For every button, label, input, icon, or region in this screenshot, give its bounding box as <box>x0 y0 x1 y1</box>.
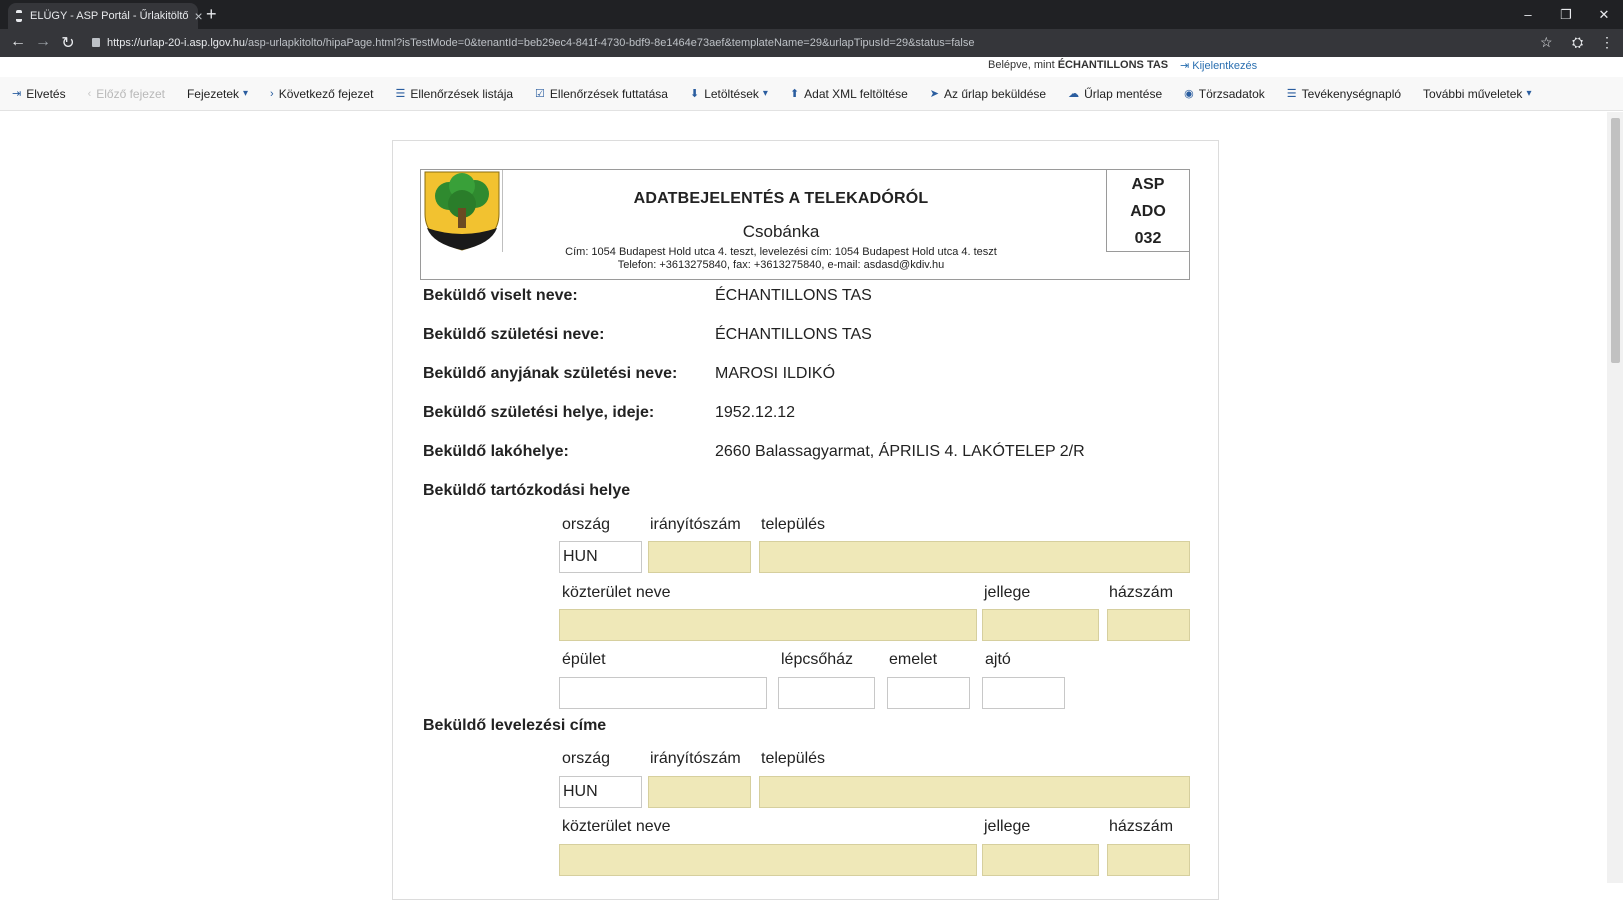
stay-house-input[interactable] <box>1107 609 1190 641</box>
mail-country-label: ország <box>562 750 611 767</box>
address-bar <box>0 29 1623 57</box>
save-form-button[interactable] <box>1068 87 1162 101</box>
sender-mother-name-value: MAROSI ILDIKÓ <box>715 365 836 382</box>
next-chapter-label: Következő fejezet <box>278 86 374 101</box>
activity-log-button[interactable] <box>1287 87 1401 101</box>
url-host: https://urlap-20-i.asp.lgov.hu <box>107 37 245 49</box>
more-actions-label: További műveletek <box>1423 86 1523 101</box>
form-code <box>1106 170 1189 252</box>
submit-form-label: Az űrlap beküldése <box>944 86 1047 101</box>
form-title: ADATBEJELENTÉS A TELEKADÓRÓL <box>633 190 929 207</box>
window-close-icon[interactable]: ✕ <box>1598 6 1610 22</box>
stay-street-input[interactable] <box>559 609 977 641</box>
sender-birth-name-value: ÉCHANTILLONS TAS <box>715 326 872 343</box>
user-circle-icon: ◉ <box>1184 88 1194 100</box>
check-square-icon: ☑ <box>535 88 545 100</box>
downloads-label: Letöltések <box>704 86 759 101</box>
sender-residence-value: 2660 Balassagyarmat, ÁPRILIS 4. LAKÓTELEP 2/R <box>715 443 1085 460</box>
municipality-crest <box>421 170 503 252</box>
stay-door-input[interactable] <box>982 677 1065 709</box>
municipality-contact <box>541 246 1021 272</box>
stay-country-input[interactable]: HUN <box>559 541 642 573</box>
sender-name-label: Beküldő viselt neve: <box>423 287 578 304</box>
paper-plane-icon: ➤ <box>929 88 939 100</box>
tab-title: ELÜGY - ASP Portál - Űrlakitöltő <box>30 10 189 22</box>
form-code-line-1: ASP <box>1131 176 1165 193</box>
submit-form-button[interactable] <box>930 87 1046 101</box>
list-icon: ☰ <box>395 88 406 100</box>
list-icon: ☰ <box>1286 88 1297 100</box>
browser-menu-icon[interactable]: ⋮ <box>1600 34 1614 50</box>
logged-in-info <box>988 59 1168 71</box>
upload-xml-label: Adat XML feltöltése <box>804 86 908 101</box>
checks-list-button[interactable] <box>395 87 513 101</box>
reload-icon[interactable]: ↻ <box>61 35 75 52</box>
mail-city-label: település <box>761 750 826 767</box>
coat-of-arms-icon <box>421 170 503 252</box>
stay-city-input[interactable] <box>759 541 1190 573</box>
stay-country-label: ország <box>562 516 611 533</box>
logout-label: Kijelentkezés <box>1192 60 1258 72</box>
minimize-icon[interactable]: – <box>1524 7 1532 22</box>
stay-street-label: közterület neve <box>562 584 671 601</box>
mail-type-input[interactable] <box>982 844 1099 876</box>
prev-chapter-button[interactable] <box>88 87 165 101</box>
stay-city-label: település <box>761 516 826 533</box>
sender-birth-place-value: 1952.12.12 <box>715 404 796 421</box>
chevron-down-icon: ▾ <box>762 88 768 99</box>
run-checks-label: Ellenőrzések futtatása <box>549 86 668 101</box>
chapters-dropdown[interactable] <box>187 87 248 101</box>
logout-link[interactable] <box>1180 59 1257 72</box>
discard-button[interactable] <box>12 87 66 101</box>
discard-label: Elvetés <box>26 86 66 101</box>
bookmark-star-icon[interactable]: ☆ <box>1540 34 1553 50</box>
form-toolbar <box>0 77 1623 111</box>
address-line: Cím: 1054 Budapest Hold utca 4. teszt, levelezési cím: 1054 Budapest Hold utca 4. teszt <box>565 246 997 258</box>
save-form-label: Űrlap mentése <box>1084 86 1163 101</box>
logged-in-user: ÉCHANTILLONS TAS <box>1057 59 1169 71</box>
stay-door-label: ajtó <box>985 651 1011 668</box>
form-code-line-3: 032 <box>1134 230 1162 247</box>
mail-city-input[interactable] <box>759 776 1190 808</box>
contact-line: Telefon: +3613275840, fax: +3613275840, e-mail: asdasd@kdiv.hu <box>617 259 945 271</box>
stay-zip-label: irányítószám <box>650 516 741 533</box>
stay-type-label: jellege <box>984 584 1031 601</box>
master-data-label: Törzsadatok <box>1198 86 1265 101</box>
downloads-dropdown[interactable] <box>690 87 768 101</box>
mail-country-input[interactable]: HUN <box>559 776 642 808</box>
upload-xml-button[interactable] <box>790 87 908 101</box>
upload-icon: ⬆ <box>789 88 800 100</box>
checks-list-label: Ellenőrzések listája <box>410 86 514 101</box>
forward-icon[interactable]: → <box>35 33 51 50</box>
form-code-line-2: ADO <box>1130 203 1166 220</box>
stay-type-input[interactable] <box>982 609 1099 641</box>
mail-street-label: közterület neve <box>562 818 671 835</box>
sender-mother-name-label: Beküldő anyjának születési neve: <box>423 365 678 382</box>
mail-house-label: házszám <box>1109 818 1174 835</box>
stay-stair-label: lépcsőház <box>781 651 854 668</box>
chevron-right-icon: › <box>270 87 274 100</box>
browser-tabstrip <box>0 0 1623 29</box>
form-header <box>420 169 1190 280</box>
mail-type-label: jellege <box>984 818 1031 835</box>
url-path: /asp-urlapkitolto/hipaPage.html?isTestMode=0&tenantId=beb29ec4-841f-4730-bdf9-8e1464e73aef&templateName=29&urlapTipusId=29&status=false <box>244 37 975 49</box>
stay-floor-label: emelet <box>889 651 938 668</box>
stay-building-input[interactable] <box>559 677 767 709</box>
sender-birth-name-label: Beküldő születési neve: <box>423 326 605 343</box>
run-checks-button[interactable] <box>535 87 668 101</box>
prev-chapter-label: Előző fejezet <box>96 86 165 101</box>
back-icon[interactable]: ← <box>10 33 26 50</box>
stay-floor-input[interactable] <box>887 677 970 709</box>
sender-birth-place-label: Beküldő születési helye, ideje: <box>423 404 655 421</box>
chapters-label: Fejezetek <box>186 86 239 101</box>
logout-icon: ⇥ <box>1180 60 1190 72</box>
master-data-button[interactable] <box>1184 87 1265 101</box>
scrollbar-thumb[interactable] <box>1611 118 1620 363</box>
mail-house-input[interactable] <box>1107 844 1190 876</box>
window-controls <box>1509 0 1623 29</box>
next-chapter-button[interactable] <box>270 87 373 101</box>
chevron-down-icon: ▾ <box>1526 88 1532 99</box>
mail-zip-label: irányítószám <box>650 750 741 767</box>
stay-stair-input[interactable] <box>778 677 875 709</box>
page-favicon-icon <box>16 10 22 22</box>
logged-in-prefix: Belépve, mint <box>988 59 1055 71</box>
more-actions-dropdown[interactable] <box>1423 87 1531 101</box>
browser-tab[interactable] <box>8 3 203 29</box>
municipality-name: Csobánka <box>742 222 820 241</box>
mail-address-heading: Beküldő levelezési címe <box>423 717 607 734</box>
sender-residence-label: Beküldő lakóhelye: <box>423 443 569 460</box>
lock-icon <box>92 38 100 47</box>
new-tab-icon[interactable]: + <box>206 4 217 24</box>
stay-building-label: épület <box>562 651 606 668</box>
stay-zip-input[interactable] <box>648 541 751 573</box>
chevron-down-icon: ▾ <box>243 88 249 99</box>
stay-address-heading: Beküldő tartózkodási helye <box>423 482 631 499</box>
mail-zip-input[interactable] <box>648 776 751 808</box>
restore-icon[interactable]: ❐ <box>1560 6 1572 22</box>
login-bar <box>0 57 1623 74</box>
url-field[interactable] <box>92 33 1532 53</box>
download-icon: ⬇ <box>689 88 700 100</box>
chevron-left-icon: ‹ <box>87 87 92 100</box>
mail-street-input[interactable] <box>559 844 977 876</box>
stay-house-label: házszám <box>1109 584 1174 601</box>
tab-close-icon[interactable]: × <box>194 8 203 24</box>
cloud-upload-icon: ☁ <box>1068 88 1080 100</box>
sender-name-value: ÉCHANTILLONS TAS <box>715 287 872 304</box>
extension-icon[interactable]: ⛭ <box>1572 34 1584 50</box>
activity-log-label: Tevékenységnapló <box>1301 86 1402 101</box>
sign-in-icon: ⇥ <box>12 88 22 100</box>
